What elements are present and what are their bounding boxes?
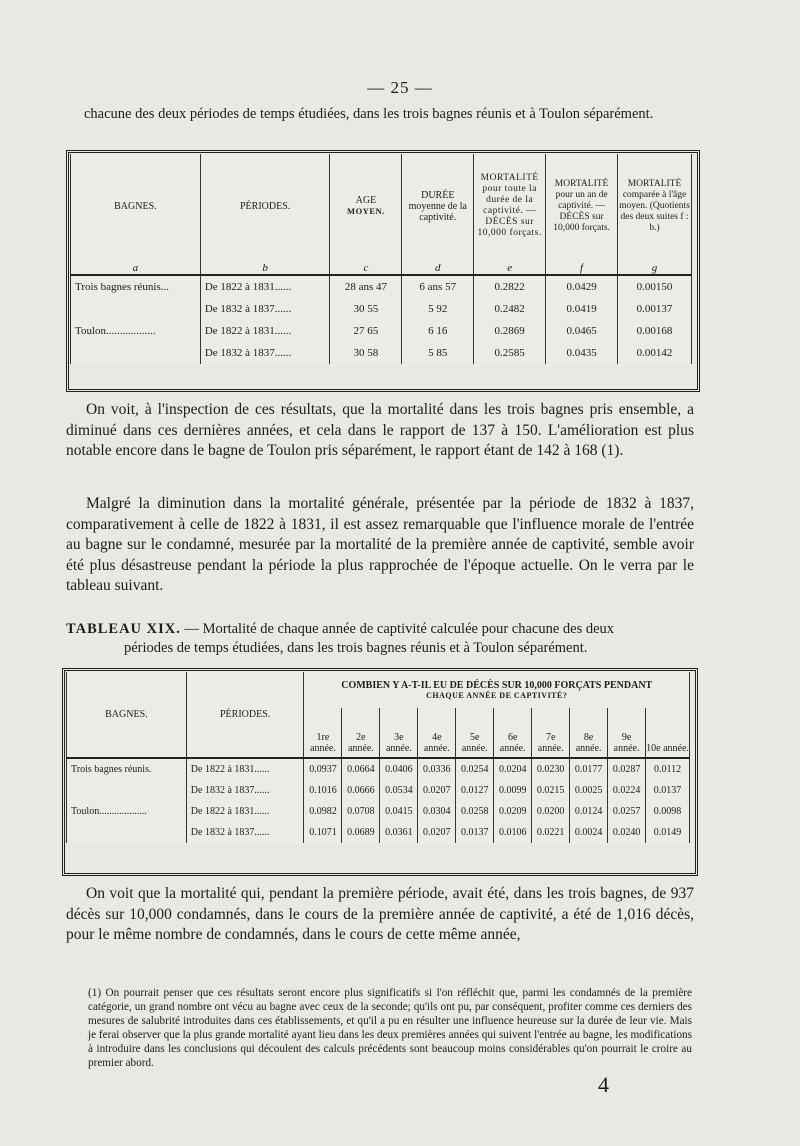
letter-g: g (618, 258, 692, 275)
cell-periode: De 1822 à 1831...... (200, 275, 330, 298)
cell-value: 0.0149 (646, 822, 690, 843)
cell-bagne: Toulon................... (67, 801, 187, 822)
tableau-title (66, 620, 694, 658)
table-row (71, 298, 692, 320)
letter-c: c (330, 258, 402, 275)
year-header: 8e année. (570, 708, 608, 758)
year-header: 5e année. (456, 708, 494, 758)
tableau-title-line2: périodes de temps étudiées, dans les trois bagnes réunis et à Toulon séparément. (124, 640, 588, 656)
age-label: AGE (355, 195, 377, 206)
cell-value: 0.0106 (494, 822, 532, 843)
cell-duree: 6 ans 57 (402, 275, 474, 298)
table-row (71, 320, 692, 342)
cell-f: 0.0429 (546, 275, 618, 298)
cell-value: 0.0534 (380, 780, 418, 801)
cell-value: 0.0112 (646, 758, 690, 780)
cell-bagne: Toulon.................. (71, 320, 201, 342)
cell-periode: De 1832 à 1837...... (200, 298, 330, 320)
cell-bagne (67, 822, 187, 843)
cell-value: 0.0257 (608, 801, 646, 822)
col-header-mortalite-g: MORTALITÉ comparée à l'âge moyen. (Quotients des deux suites f : b.) (618, 154, 692, 258)
mortality-table (70, 154, 692, 364)
cell-g: 0.00150 (618, 275, 692, 298)
cell-periode: De 1822 à 1831...... (200, 320, 330, 342)
cell-value: 0.0215 (532, 780, 570, 801)
cell-value: 0.0137 (456, 822, 494, 843)
cell-periode: De 1832 à 1837...... (186, 822, 304, 843)
cell-f: 0.0465 (546, 320, 618, 342)
cell-value: 0.0127 (456, 780, 494, 801)
cell-value: 0.0666 (342, 780, 380, 801)
cell-value: 0.0221 (532, 822, 570, 843)
cell-value: 0.0209 (494, 801, 532, 822)
cell-periode: De 1822 à 1831...... (186, 758, 304, 780)
paragraph-2: Malgré la diminution dans la mortalité générale, présentée par la période de 1832 à 1837, comparativement à celle de 1822 à 1831, il est assez remarquable que l'influence morale de l'entrée au bagne sur le condamné, mesurée par la mortalité de la première année de captivité, semble avoir été plus désastreuse pendant la période la plus rapprochée de l'époque actuelle. On le verra par le tableau suivant. (66, 495, 694, 594)
cell-e: 0.2585 (474, 342, 546, 364)
col-header-age (330, 154, 402, 258)
letter-a: a (71, 258, 201, 275)
cell-f: 0.0419 (546, 298, 618, 320)
cell-value: 0.0254 (456, 758, 494, 780)
year-header: 3e année. (380, 708, 418, 758)
footnote: (1) On pourrait penser que ces résultats seront encore plus significatifs si l'on réfléchit que, parmi les condamnés de la première catégorie, un grand nombre ont vécu au bagne avec ceux de la seconde; qu'ils ont pu, par conséquent, profiter comme ces derniers des mesures de salubrité introduites dans ces établissements, et qu'il a pu en résulter une influence heureuse sur la durée de leur vie. Mais je ferai observer que la plus grande mortalité ayant lieu dans les deux premières années qui suivent l'entrée au bagne, les modifications à introduire dans les conclusions qui découlent des calculs précédents sont beaucoup moins considérables qu'on pourrait le croire au premier abord. (88, 987, 692, 1069)
cell-value: 0.0304 (418, 801, 456, 822)
cell-value: 0.0361 (380, 822, 418, 843)
cell-e: 0.2482 (474, 298, 546, 320)
cell-g: 0.00142 (618, 342, 692, 364)
table-row (67, 780, 690, 801)
cell-value: 0.0177 (570, 758, 608, 780)
col-header-mortalite-f: MORTALITÉ pour un an de captivité. — DÉCÈS sur 10,000 forçats. (546, 154, 618, 258)
cell-bagne (67, 780, 187, 801)
cell-age: 30 58 (330, 342, 402, 364)
year-header: 6e année. (494, 708, 532, 758)
col-header-duree: DURÉE moyenne de la captivité. (402, 154, 474, 258)
cell-value: 0.0099 (494, 780, 532, 801)
cell-bagne (71, 342, 201, 364)
cell-value: 0.0025 (570, 780, 608, 801)
cell-duree: 5 92 (402, 298, 474, 320)
signature-mark: 4 (598, 1072, 609, 1097)
cell-periode: De 1832 à 1837...... (200, 342, 330, 364)
intro-text: chacune des deux périodes de temps étudiées, dans les trois bagnes réunis et à Toulon séparément. (84, 106, 654, 122)
column-letters-row (71, 258, 692, 275)
cell-periode: De 1832 à 1837...... (186, 780, 304, 801)
cell-value: 0.1071 (304, 822, 342, 843)
cell-e: 0.2869 (474, 320, 546, 342)
cell-value: 0.0982 (304, 801, 342, 822)
cell-value: 0.0708 (342, 801, 380, 822)
cell-age: 27 65 (330, 320, 402, 342)
cell-value: 0.0240 (608, 822, 646, 843)
cell-value: 0.0200 (532, 801, 570, 822)
cell-bagne (71, 298, 201, 320)
col-header-periodes: PÉRIODES. (200, 154, 330, 258)
cell-duree: 6 16 (402, 320, 474, 342)
cell-value: 0.0207 (418, 780, 456, 801)
span-header (304, 672, 690, 708)
age-sub-label: MOYEN. (347, 206, 385, 216)
year-header: 4e année. (418, 708, 456, 758)
table-row (71, 275, 692, 298)
cell-value: 0.0137 (646, 780, 690, 801)
cell-value: 0.0406 (380, 758, 418, 780)
cell-value: 0.0124 (570, 801, 608, 822)
yearly-mortality-table (66, 672, 690, 843)
table-row (67, 801, 690, 822)
table-row (71, 342, 692, 364)
col-header-bagnes: BAGNES. (67, 672, 187, 758)
year-header: 10e année. (646, 708, 690, 758)
cell-g: 0.00168 (618, 320, 692, 342)
col-header-periodes: PÉRIODES. (186, 672, 304, 758)
table-row (67, 758, 690, 780)
cell-value: 0.0098 (646, 801, 690, 822)
cell-value: 0.0207 (418, 822, 456, 843)
year-header: 1re année. (304, 708, 342, 758)
letter-d: d (402, 258, 474, 275)
cell-value: 0.0689 (342, 822, 380, 843)
tableau-title-line1: — Mortalité de chaque année de captivité calculée pour chacune des deux (184, 621, 615, 637)
cell-bagne: Trois bagnes réunis. (67, 758, 187, 780)
cell-value: 0.0287 (608, 758, 646, 780)
letter-e: e (474, 258, 546, 275)
cell-value: 0.0204 (494, 758, 532, 780)
cell-value: 0.0024 (570, 822, 608, 843)
paragraph-3: On voit que la mortalité qui, pendant la première période, avait été, dans les trois bagnes, de 937 décès sur 10,000 condamnés, dans le cours de la première année de captivité, a été de 1,016 décès, pour le même nombre de condamnés, dans le cours de cette même année, (66, 885, 694, 943)
cell-value: 0.0224 (608, 780, 646, 801)
page-number: — 25 — (367, 78, 433, 97)
cell-g: 0.00137 (618, 298, 692, 320)
table-row (67, 822, 690, 843)
year-header: 7e année. (532, 708, 570, 758)
col-header-mortalite-e: MORTALITÉ pour toute la durée de la captivité. — DÉCÈS sur 10,000 forçats. (474, 154, 546, 258)
cell-value: 0.1016 (304, 780, 342, 801)
tableau-number: TABLEAU XIX. (66, 621, 181, 637)
year-header: 2e année. (342, 708, 380, 758)
cell-duree: 5 85 (402, 342, 474, 364)
cell-value: 0.0664 (342, 758, 380, 780)
cell-value: 0.0258 (456, 801, 494, 822)
cell-value: 0.0336 (418, 758, 456, 780)
span-header-title: COMBIEN Y A-T-IL EU DE DÉCÈS SUR 10,000 FORÇATS PENDANT (341, 680, 653, 691)
cell-value: 0.0415 (380, 801, 418, 822)
cell-value: 0.0230 (532, 758, 570, 780)
cell-f: 0.0435 (546, 342, 618, 364)
col-header-bagnes: BAGNES. (71, 154, 201, 258)
paragraph-1: On voit, à l'inspection de ces résultats, que la mortalité dans les trois bagnes pris ensemble, a diminué dans ces dernières années, et cela dans le rapport de 137 à 150. L'amélioration est plus notable encore dans le bagne de Toulon pris séparément, le rapport étant de 142 à 168 (1). (66, 401, 694, 459)
span-header-sub: CHAQUE ANNÉE DE CAPTIVITÉ? (426, 691, 568, 700)
cell-age: 30 55 (330, 298, 402, 320)
cell-periode: De 1822 à 1831...... (186, 801, 304, 822)
cell-bagne: Trois bagnes réunis... (71, 275, 201, 298)
year-header: 9e année. (608, 708, 646, 758)
cell-age: 28 ans 47 (330, 275, 402, 298)
cell-value: 0.0937 (304, 758, 342, 780)
letter-f: f (546, 258, 618, 275)
cell-e: 0.2822 (474, 275, 546, 298)
letter-b: b (200, 258, 330, 275)
